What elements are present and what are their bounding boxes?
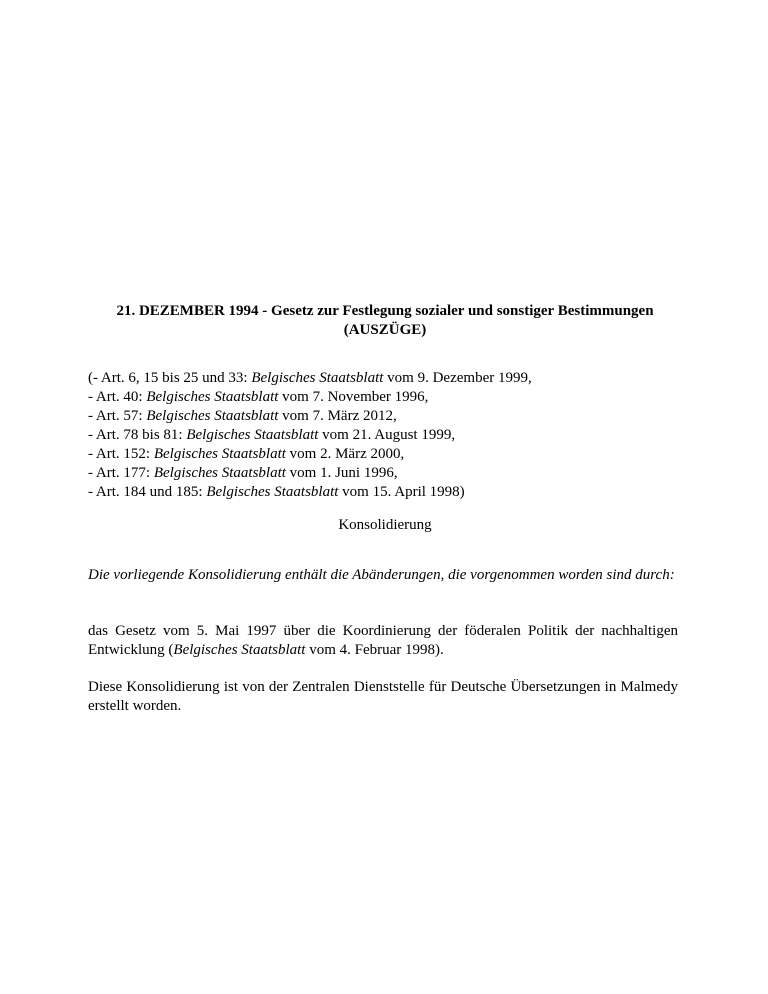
law-suffix: vom 4. Februar 1998). (305, 642, 444, 658)
reference-line (88, 426, 688, 445)
amending-law-paragraph (88, 622, 678, 660)
reference-line (88, 369, 688, 388)
reference-suffix: vom 2. März 2000, (285, 446, 405, 462)
reference-source: Belgisches Staatsblatt (206, 484, 339, 500)
reference-prefix: (- Art. 6, 15 bis 25 und 33: (88, 370, 252, 386)
document-title (80, 302, 690, 340)
reference-prefix: - Art. 177: (88, 465, 154, 481)
title-line-2: (AUSZÜGE) (343, 322, 427, 338)
reference-prefix: - Art. 152: (88, 446, 154, 462)
reference-suffix: vom 1. Juni 1996, (285, 465, 398, 481)
reference-line (88, 445, 688, 464)
reference-line (88, 407, 688, 426)
translation-note: Diese Konsolidierung ist von der Zentralen Dienststelle für Deutsche Übersetzungen in Malmedy erstellt worden. (88, 679, 678, 714)
consolidation-intro: Die vorliegende Konsolidierung enthält die Abänderungen, die vorgenommen worden sind durch: (88, 567, 675, 583)
section-heading: Konsolidierung (338, 517, 432, 533)
reference-suffix: vom 21. August 1999, (318, 427, 456, 443)
reference-prefix: - Art. 184 und 185: (88, 484, 207, 500)
law-source: Belgisches Staatsblatt (173, 642, 306, 658)
reference-line (88, 388, 688, 407)
law-text: das Gesetz vom 5. Mai 1997 über die Koordinierung der föderalen Politik der nachhaltigen Entwicklung ( (88, 623, 678, 658)
reference-source: Belgisches Staatsblatt (146, 389, 279, 405)
reference-line (88, 483, 688, 502)
reference-source: Belgisches Staatsblatt (186, 427, 319, 443)
reference-source: Belgisches Staatsblatt (251, 370, 384, 386)
reference-suffix: vom 7. März 2012, (278, 408, 397, 424)
reference-suffix: vom 9. Dezember 1999, (383, 370, 532, 386)
reference-prefix: - Art. 78 bis 81: (88, 427, 187, 443)
title-line-1: 21. DEZEMBER 1994 - Gesetz zur Festlegung sozialer und sonstiger Bestimmungen (116, 303, 654, 319)
publication-references (88, 369, 688, 502)
reference-line (88, 464, 688, 483)
reference-prefix: - Art. 40: (88, 389, 147, 405)
reference-suffix: vom 15. April 1998) (338, 484, 465, 500)
reference-source: Belgisches Staatsblatt (153, 446, 286, 462)
reference-suffix: vom 7. November 1996, (278, 389, 429, 405)
reference-source: Belgisches Staatsblatt (153, 465, 286, 481)
reference-source: Belgisches Staatsblatt (146, 408, 279, 424)
reference-prefix: - Art. 57: (88, 408, 147, 424)
